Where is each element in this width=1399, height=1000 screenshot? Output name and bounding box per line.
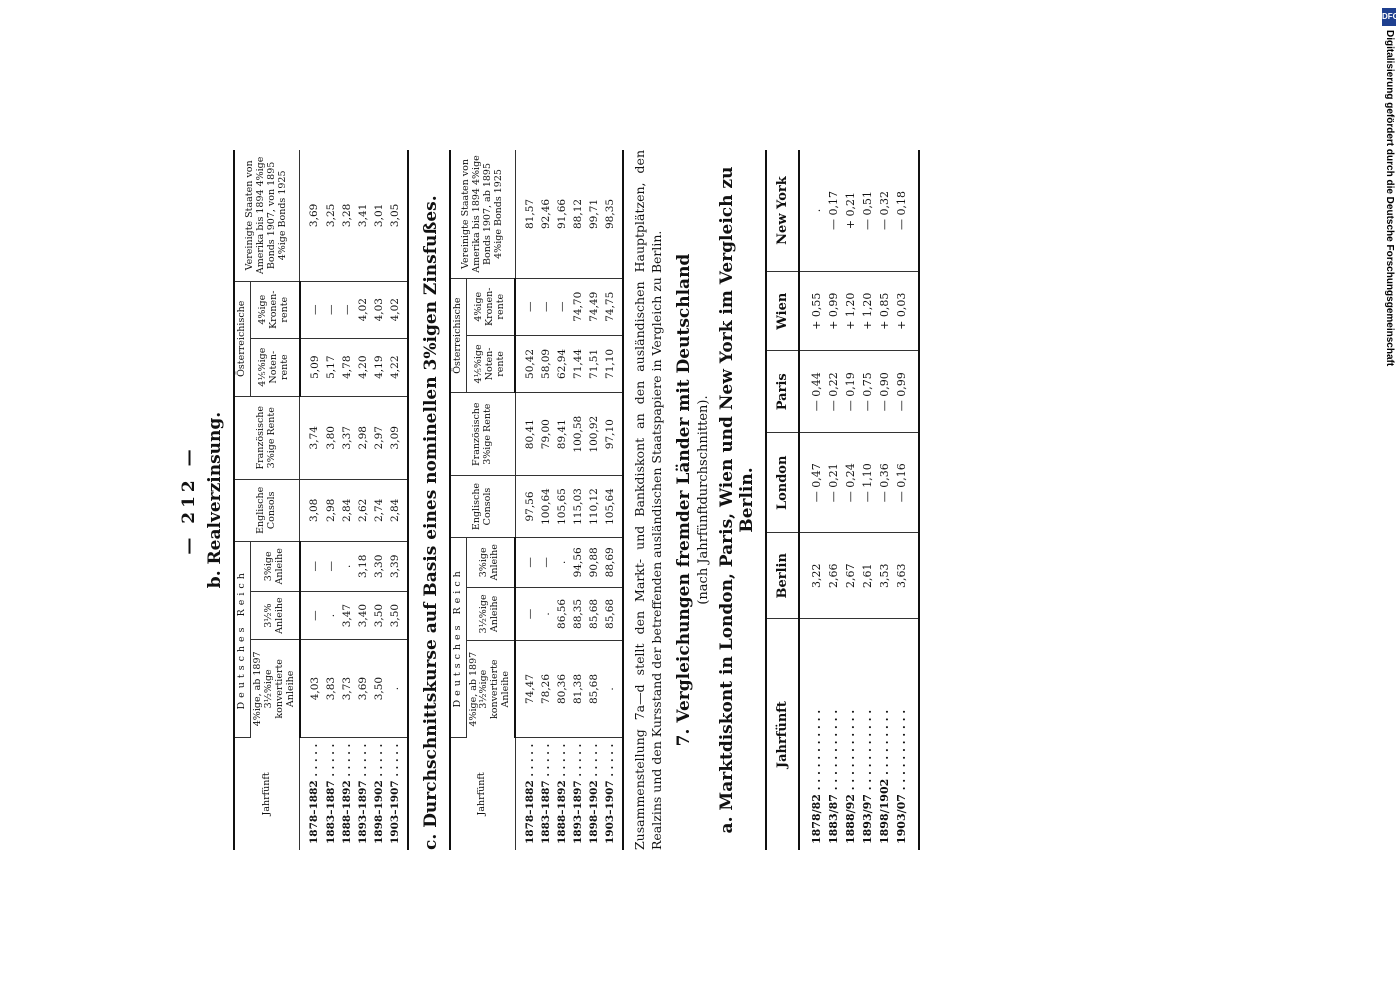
table-cell: 88,69	[602, 537, 623, 587]
table-cell: — 0,47	[799, 433, 825, 533]
col-header: Vereinigte Staaten von Amerika bis 1894 4%ige Bonds 1907, ab 1895 4%ige Bonds 1925	[450, 150, 516, 278]
col-header: New York	[766, 150, 799, 272]
table-cell: + 1,20	[842, 272, 859, 351]
table-row	[355, 150, 371, 850]
table-cell: —	[538, 537, 554, 587]
row-label: 1898–1902 . . . . .	[588, 743, 601, 844]
page-number: — 212 —	[179, 445, 199, 555]
table-cell: 5,17	[323, 338, 339, 396]
table-cell: —	[515, 278, 538, 335]
table-cell: 100,92	[586, 393, 602, 476]
table-cell: 3,01	[371, 150, 387, 281]
row-label: 1888–1892 . . . . .	[340, 743, 353, 844]
col-header: 3½%ige Anleihe	[466, 587, 515, 641]
row-label: 1898/1902 . . . . . . . . .	[877, 709, 891, 844]
table-cell: 3,18	[355, 541, 371, 591]
table-cell: 78,26	[538, 641, 554, 738]
table-cell: 100,64	[538, 476, 554, 538]
table-cell: 3,69	[355, 640, 371, 737]
table-cell: —	[339, 281, 355, 338]
table-cell: 2,66	[825, 533, 842, 619]
col-header: 4%ige Kronen-rente	[250, 281, 299, 338]
table-cell: 71,51	[586, 335, 602, 393]
table-cell: + 1,20	[859, 272, 876, 351]
col-header: 3%ige Anleihe	[250, 541, 299, 591]
table-cell: 105,64	[602, 476, 623, 538]
table-cell: 81,38	[570, 641, 586, 738]
row-label: 1878/82 . . . . . . . . . . .	[809, 709, 823, 844]
table-cell: + 0,21	[842, 150, 859, 272]
table-cell: 97,10	[602, 393, 623, 476]
row-label: 1883/87 . . . . . . . . . . .	[826, 709, 840, 844]
row-label: 1883–1887 . . . . .	[540, 743, 553, 844]
table-row	[300, 150, 323, 850]
col-header: Englische Consols	[234, 479, 300, 541]
table-cell: 2,67	[842, 533, 859, 619]
col-jahrfuenft: Jahrfünft	[450, 737, 516, 850]
table-cell: + 0,03	[893, 272, 919, 351]
table-cell: 74,70	[570, 278, 586, 335]
digitization-credit	[1382, 8, 1399, 367]
row-label: 1893–1897 . . . . .	[356, 743, 369, 844]
table-cell: — 0,36	[876, 433, 893, 533]
table-row	[876, 150, 893, 850]
table-cell: 115,03	[570, 476, 586, 538]
credit-text: Digitalisierung gefördert durch die Deutsche Forschungsgemeinschaft	[1384, 30, 1395, 367]
col-header: 4⅕%ige Noten-rente	[250, 338, 299, 396]
table-cell: 3,50	[387, 591, 408, 640]
table-cell: 4,19	[371, 338, 387, 396]
table-cell: 4,78	[339, 338, 355, 396]
table-cell: —	[300, 541, 323, 591]
table-cell: — 0,32	[876, 150, 893, 272]
table-cell: .	[602, 641, 623, 738]
table-cell: 3,40	[355, 591, 371, 640]
table-cell: 85,68	[586, 641, 602, 738]
table-cell: 3,09	[387, 396, 408, 479]
table-cell: 3,47	[339, 591, 355, 640]
table-row	[554, 150, 570, 850]
table-cell: — 0,75	[859, 351, 876, 433]
col-header: 3%ige Anleihe	[466, 537, 515, 587]
row-label: 1893/97 . . . . . . . . . . .	[860, 709, 874, 844]
col-jahrfuenft: Jahrfünft	[234, 737, 300, 850]
table-cell: —	[515, 537, 538, 587]
table-cell: 97,56	[515, 476, 538, 538]
col-header: 4%ige, ab 1897 3½%ige konvertierte Anleihe	[466, 641, 515, 738]
table-cell: 100,58	[570, 393, 586, 476]
row-label: 1893–1897 . . . . .	[572, 743, 585, 844]
col-header: 4%ige Kronen-rente	[466, 278, 515, 335]
row-label: 1903–1907 . . . . .	[602, 737, 623, 850]
table-cell: 2,97	[371, 396, 387, 479]
table-cell: —	[554, 278, 570, 335]
table-cell: 80,41	[515, 393, 538, 476]
table-row	[538, 150, 554, 850]
table-cell: 92,46	[538, 150, 554, 278]
col-header: Vereinigte Staaten von Amerika bis 1894 4%ige Bonds 1907, von 1895 4%ige Bonds 1925	[234, 150, 300, 281]
col-header: Jahrfünft	[766, 619, 799, 850]
col-header: Französische 3%ige Rente	[234, 396, 300, 479]
table-cell: 89,41	[554, 393, 570, 476]
table-cell: 3,50	[371, 591, 387, 640]
row-label: 1883–1887 . . . . .	[324, 743, 337, 844]
table-row	[570, 150, 586, 850]
table-cell: 110,12	[586, 476, 602, 538]
table-marktdiskont	[765, 150, 920, 850]
table-cell: 105,65	[554, 476, 570, 538]
table-cell: + 0,85	[876, 272, 893, 351]
table-cell: 3,22	[799, 533, 825, 619]
table-cell: 2,74	[371, 479, 387, 541]
col-header: 4⅕%ige Noten-rente	[466, 335, 515, 393]
row-label: 1878–1882 . . . . .	[308, 743, 321, 844]
table-cell: 3,53	[876, 533, 893, 619]
table-cell: + 0,99	[825, 272, 842, 351]
table-cell: 4,03	[371, 281, 387, 338]
table-cell: 90,88	[586, 537, 602, 587]
table-cell: 79,00	[538, 393, 554, 476]
table-cell: — 0,21	[825, 433, 842, 533]
table-cell: + 0,55	[799, 272, 825, 351]
table-realverzinsung	[233, 150, 409, 850]
row-label: 1888/92 . . . . . . . . . . .	[843, 709, 857, 844]
table-row	[323, 150, 339, 850]
group-deutsches-reich: Deutsches Reich	[234, 541, 250, 737]
table-cell: — 0,17	[825, 150, 842, 272]
row-label: 1903–1907 . . . . .	[387, 737, 408, 850]
table-cell: 99,71	[586, 150, 602, 278]
section-b-heading: b. Realverzinsung.	[205, 411, 225, 589]
table-cell: .	[387, 640, 408, 737]
table-cell: 2,62	[355, 479, 371, 541]
table-cell: — 0,16	[893, 433, 919, 533]
table-row	[859, 150, 876, 850]
table-row	[893, 150, 919, 850]
table-cell: 80,36	[554, 641, 570, 738]
table-cell: 3,63	[893, 533, 919, 619]
table-cell: 3,05	[387, 150, 408, 281]
table-cell: — 0,19	[842, 351, 859, 433]
table-cell: —	[538, 278, 554, 335]
table-row	[339, 150, 355, 850]
table-cell: .	[538, 587, 554, 641]
row-label: 1888–1892 . . . . .	[556, 743, 569, 844]
table-cell: 2,98	[355, 396, 371, 479]
table-cell: .	[554, 537, 570, 587]
table-cell: — 0,24	[842, 433, 859, 533]
col-header: London	[766, 433, 799, 533]
row-label: 1878–1882 . . . . .	[523, 743, 536, 844]
table-cell: — 0,18	[893, 150, 919, 272]
table-cell: 3,37	[339, 396, 355, 479]
section-c-heading: c. Durchschnittskurse auf Basis eines nominellen 3%igen Zinsfußes.	[420, 195, 441, 850]
table-cell: 86,56	[554, 587, 570, 641]
table-cell: .	[799, 150, 825, 272]
dfg-logo: DFG	[1382, 8, 1396, 26]
col-header: 4%ige, ab 1897 3½%ige konvertierte Anleihe	[250, 640, 299, 737]
group-deutsches-reich: Deutsches Reich	[450, 537, 466, 737]
table-cell: 3,83	[323, 640, 339, 737]
table-cell: 3,74	[300, 396, 323, 479]
table-row	[371, 150, 387, 850]
table-cell: 58,09	[538, 335, 554, 393]
table-cell: —	[515, 587, 538, 641]
table-cell: — 0,44	[799, 351, 825, 433]
table-cell: —	[323, 281, 339, 338]
table-cell: 3,08	[300, 479, 323, 541]
table-cell: 2,84	[387, 479, 408, 541]
table-cell: 3,69	[300, 150, 323, 281]
table-row	[387, 150, 408, 850]
section-7-subheading: (nach Jahrfünftdurchschnitten).	[695, 395, 711, 605]
table-cell: 98,35	[602, 150, 623, 278]
table-cell: 3,39	[387, 541, 408, 591]
table-cell: 3,50	[371, 640, 387, 737]
table-durchschnittskurse	[449, 150, 625, 850]
row-label: 1898–1902 . . . . .	[372, 743, 385, 844]
table-cell: 71,44	[570, 335, 586, 393]
table-cell: 3,28	[339, 150, 355, 281]
table-cell: 2,84	[339, 479, 355, 541]
table-cell: — 0,90	[876, 351, 893, 433]
col-header: 3½% Anleihe	[250, 591, 299, 640]
table-cell: 4,03	[300, 640, 323, 737]
table-cell: 4,02	[355, 281, 371, 338]
table-cell: 2,98	[323, 479, 339, 541]
table-cell: .	[339, 541, 355, 591]
table-cell: 88,12	[570, 150, 586, 278]
table-cell: 2,61	[859, 533, 876, 619]
table-cell: 74,49	[586, 278, 602, 335]
section-7-heading: 7. Vergleichungen fremder Länder mit Deutschland	[673, 253, 694, 747]
col-header: Wien	[766, 272, 799, 351]
table-cell: —	[300, 281, 323, 338]
table-cell: — 0,51	[859, 150, 876, 272]
table-cell: 85,68	[602, 587, 623, 641]
table-row	[602, 150, 623, 850]
table-cell: 3,25	[323, 150, 339, 281]
table-cell: 3,30	[371, 541, 387, 591]
table-cell: 74,47	[515, 641, 538, 738]
scanned-page	[175, 150, 1225, 850]
table-cell: 88,35	[570, 587, 586, 641]
table-cell: — 0,22	[825, 351, 842, 433]
table-cell: —	[323, 541, 339, 591]
table-cell: —	[300, 591, 323, 640]
table-row	[586, 150, 602, 850]
table-cell: 4,02	[387, 281, 408, 338]
col-header: Berlin	[766, 533, 799, 619]
table-row	[825, 150, 842, 850]
col-header: Französische 3%ige Rente	[450, 393, 516, 476]
table-cell: .	[323, 591, 339, 640]
intro-paragraph: Zusammenstellung 7a—d stellt den Markt- und Bankdiskont an den ausländischen Hauptplätzen, den Realzins und den Kursstand der betreffenden ausländischen Staatspapiere in Vergleich zu Berlin.	[632, 150, 665, 850]
table-cell: 5,09	[300, 338, 323, 396]
table-row	[515, 150, 538, 850]
table-cell: 74,75	[602, 278, 623, 335]
table-cell: 3,80	[323, 396, 339, 479]
table-cell: 4,22	[387, 338, 408, 396]
table-cell: 81,57	[515, 150, 538, 278]
table-cell: 85,68	[586, 587, 602, 641]
group-oesterreich: Österreichische	[234, 281, 250, 396]
table-cell: — 0,99	[893, 351, 919, 433]
table-cell: — 1,10	[859, 433, 876, 533]
section-7a-heading: a. Marktdiskont in London, Paris, Wien und New York im Vergleich zu Berlin.	[716, 166, 757, 834]
table-cell: 50,42	[515, 335, 538, 393]
col-header: Englische Consols	[450, 476, 516, 538]
row-label: 1903/07 . . . . . . . . . . .	[893, 619, 919, 850]
table-cell: 62,94	[554, 335, 570, 393]
table-row	[842, 150, 859, 850]
table-row	[799, 150, 825, 850]
col-header: Paris	[766, 351, 799, 433]
table-cell: 3,41	[355, 150, 371, 281]
table-cell: 94,56	[570, 537, 586, 587]
table-cell: 71,10	[602, 335, 623, 393]
table-cell: 4,20	[355, 338, 371, 396]
group-oesterreich: Österreichische	[450, 278, 466, 392]
table-cell: 3,73	[339, 640, 355, 737]
table-cell: 91,66	[554, 150, 570, 278]
